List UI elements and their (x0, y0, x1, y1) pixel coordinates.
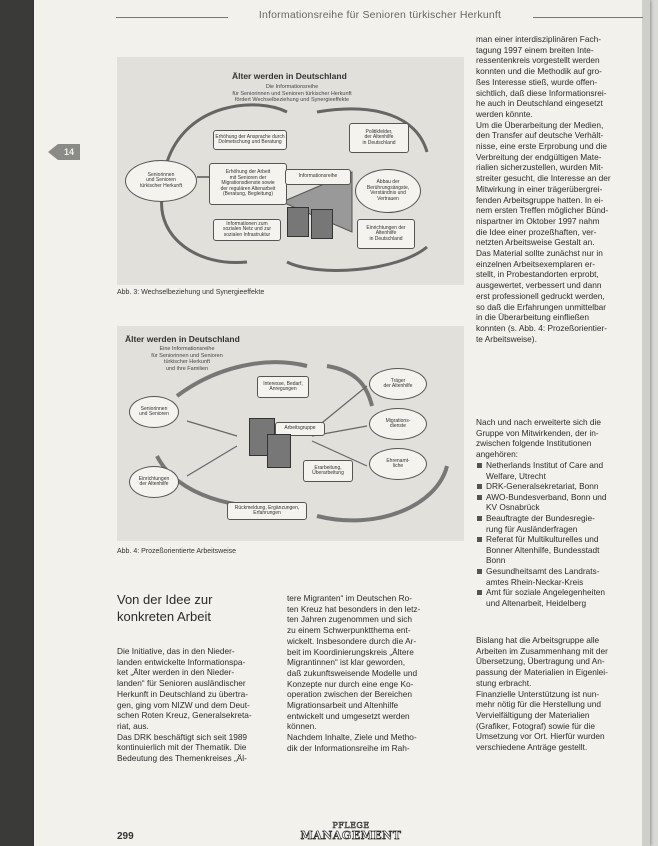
magazine-logo (298, 822, 404, 841)
chapter-tab: 14 (58, 144, 80, 160)
right-column-intro: man einer interdisziplinären Fach- tagung 1997 einem breiten Inte- ressentenkreis vorgestellt werden konnten und die Methodik auf gro- ßes Interesse stieß, wurde offen- sichtlich, daß diese Informationsrei- he auch in Deutschland eingesetzt werden könnte. Um die Überarbeitung der Medien, den Transfer auf deutsche Verhält- nisse, eine erste Erprobung und die Verbreitung der endgültigen Mate- rialien sicherzustellen, wurden Mit- streiter gesucht, die Interesse an der Mitwirkung in einer trägerübergrei- fenden Arbeitsgruppe hatten. In ei- nem ersten Treffen möglicher Bünd- nispartner im Oktober 1997 nahm die Idee einer prozeßhaften, ver- netzten Arbeitsweise Gestalt an. Das Material sollte zunächst nur in einzelnen Arbeitsexemplaren er- stellt, in Probestandorten erprobt, ausgewertet, verbessert und dann erst professionell gedruckt werden, so daß die Erfahrungen unmittelbar in die Überarbeitung einfließen konnten (s. Abb. 4: Prozeßorientier- te Arbeitsweise). (476, 34, 611, 344)
figure3-box-bottom-left: Informationen zum sozialen Netz und zur sozialen Infrastruktur (213, 219, 281, 241)
left-column-text: Die Initiative, das in den Nieder- landen entwickelte Informationspa- ket „Älter werden in den Nieder- landen“ für Senioren ausländischer Herkunft in Deutschland zu übertra- gen, ging vom NIZW und dem Deut- schen Roten Kreuz, Generalsekreta- riat, aus. Das DRK beschäftigt sich seit 1989 kontinuierlich mit der Thematik. Die Bedeutung des Themenkreises „Äl- (117, 646, 252, 764)
institution-list (476, 460, 644, 608)
institution-item: Beauftragte der Bundesregie- rung für Ausländerfragen (476, 513, 644, 534)
booklet-icon (287, 207, 309, 237)
figure4-oval-care: Einrichtungen der Altenhilfe (129, 466, 179, 498)
figure4-title: Älter werden in Deutschland (125, 334, 240, 344)
logo-line-2: MANAGEMENT (300, 829, 402, 842)
institution-item: Amt für soziale Angelegenheiten und Altenarbeit, Heidelberg (476, 587, 644, 608)
logo-line-1: PFLEGE (332, 821, 370, 830)
figure4-oval-providers: Träger der Altenhilfe (369, 368, 427, 400)
header-rule-left (116, 17, 228, 18)
figure3-subtitle: Die Informationsreihe für Seniorinnen und Senioren türkischer Herkunft fördert Wechselbeziehung und Synergieeffekte (232, 84, 352, 103)
booklet-icon (267, 434, 291, 468)
right-column-funding: Bislang hat die Arbeitsgruppe alle Arbeiten im Zusammenhang mit der Übersetzung, Übertragung und An- passung der Materialien in Eigenlei- stung erbracht. Finanzielle Unterstützung ist nun- mehr nötig für die Herstellung und Vervielfältigung der Materialien (Grafiker, Fotograf) sowie für die Umsetzung vor Ort. Hierfür wurden verschiedene Anträge gestellt. (476, 635, 608, 753)
figure3-title: Älter werden in Deutschland (232, 71, 347, 81)
institution-item: Referat für Multikulturelles und Bonner Altenhilfe, Bundesstadt Bonn (476, 534, 644, 566)
figure4-subtitle: Eine Informationsreihe für Seniorinnen und Senioren türkischer Herkunft und ihre Familien (151, 346, 223, 372)
figure4-oval-volunteers: Ehrenamt- liche (369, 448, 427, 480)
figure3-box-center: Informationsreihe (285, 169, 351, 185)
figure-synergy-diagram (117, 57, 464, 285)
institution-item: Gesundheitsamt des Landrats- amtes Rhein-Neckar-Kreis (476, 566, 644, 587)
figure-process-diagram (117, 326, 464, 541)
institution-item: DRK-Generalsekretariat, Bonn (476, 481, 644, 492)
right-column-members: Nach und nach erweiterte sich die Gruppe von Mitwirkenden, der in- zwischen folgende Institutionen angehören: (476, 417, 601, 460)
figure3-oval-trust: Abbau der Berührungsängste, Verständnis und Vertrauen (355, 169, 421, 213)
figure3-oval-seniors: Seniorinnen und Senioren türkischer Herkunft (125, 160, 197, 202)
scan-edge-left (0, 0, 34, 846)
booklet-icon (311, 209, 333, 239)
figure4-box-top: Interesse, Bedarf, Anregungen (257, 376, 309, 398)
figure4-box-workgroup: Arbeitsgruppe (275, 422, 325, 436)
figure4-oval-seniors: Seniorinnen und Senioren (129, 396, 179, 428)
figure3-box-top: Erhöhung der Ansprache durch Dolmetschung und Beratung (213, 130, 287, 150)
figure4-box-bottom: Erarbeitung, Überarbeitung (303, 460, 353, 482)
header-rule-right (533, 17, 643, 18)
figure3-caption: Abb. 3: Wechselbeziehung und Synergieeffekte (117, 289, 265, 296)
figure4-caption: Abb. 4: Prozeßorientierte Arbeitsweise (117, 548, 237, 555)
figure4-box-feedback: Rückmeldung, Ergänzungen, Erfahrungen (227, 502, 307, 520)
figure3-box-center-left: Erhöhung der Arbeit mit Senioren der Migrationsdienste sowie der regulären Altenarbeit (Beratung, Begleitung) (209, 163, 287, 205)
middle-column-text: tere Migranten“ im Deutschen Ro- ten Kreuz hat besonders in den letz- ten Jahren zugenommen und sich zu einem Schwerpunktthema ent- wickelt. Insbesondere durch die Ar- beit im Koordinierungskreis „Ältere Migrantinnen“ ist klar geworden, daß zukunftsweisende Modelle und Konzepte nur durch eine enge Ko- operation zwischen der Bereichen Migrationsarbeit und Altenhilfe entwickelt und umgesetzt werden können. Nachdem Inhalte, Ziele und Metho- dik der Informationsreihe im Rah- (287, 593, 421, 753)
section-heading: Von der Idee zur konkreten Arbeit (117, 592, 213, 624)
figure3-box-right-bottom: Einrichtungen der Altenhilfe in Deutschland (357, 219, 415, 249)
figure4-oval-migration: Migrations- dienste (369, 408, 427, 440)
header-title: Informationsreihe für Senioren türkischer Herkunft (258, 9, 502, 21)
figure3-box-right-top: Politikfelder, der Altenhilfe in Deutschland (349, 123, 409, 153)
institution-item: Netherlands Institut of Care and Welfare, Utrecht (476, 460, 644, 481)
page-number: 299 (117, 831, 134, 842)
institution-item: AWO-Bundesverband, Bonn und KV Osnabrück (476, 492, 644, 513)
